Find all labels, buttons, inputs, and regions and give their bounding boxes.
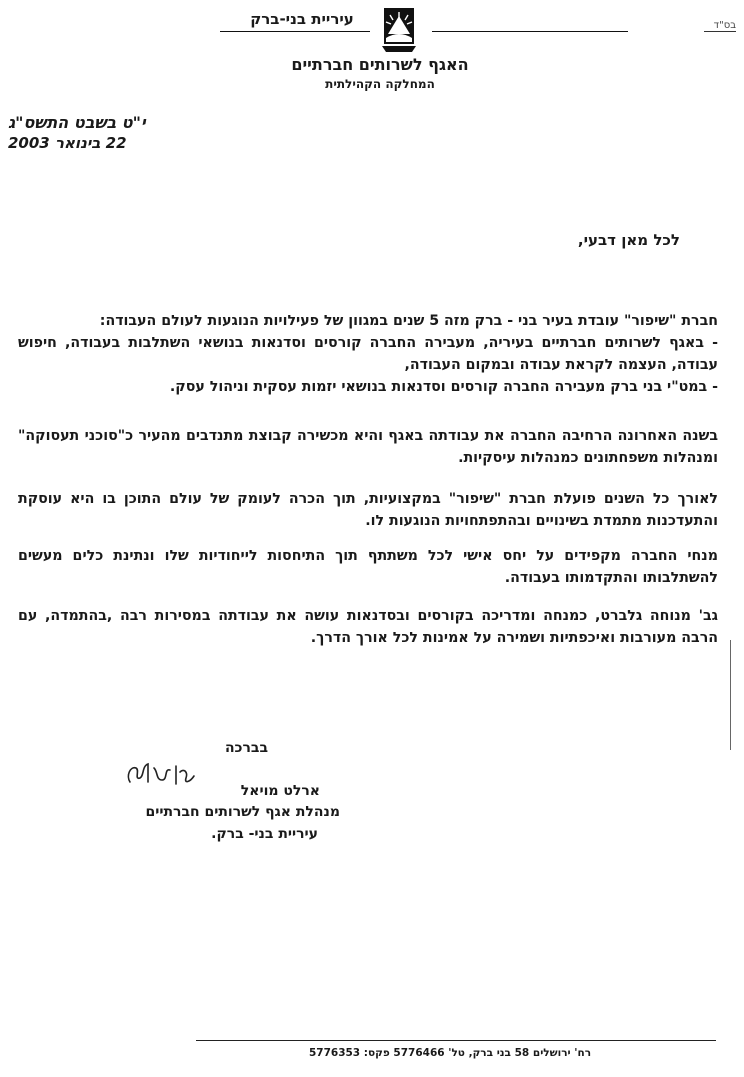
corner-note-underline [704,31,736,32]
paragraph-expansion [18,425,718,469]
hebrew-date: י"ט בשבט התשס"ג [8,113,146,132]
handwritten-signature [118,758,238,788]
footer-rule [196,1040,716,1041]
signer-name: ארלט מויאל [240,783,320,799]
header-rule-left [220,31,370,32]
margin-mark [730,640,735,750]
municipal-emblem-icon [374,4,424,54]
salutation: לכל מאן דבעי, [577,231,680,249]
paragraph-recommendation [18,605,718,649]
paragraph-professionalism-text: לאורך כל השנים פועלת חברת "שיפור" במקצועיות, תוך הכרה לעומק של עולם התוכן בו היא עוסקת והתעדכנות מתמדת בשינויים ובהתפתחויות הנוגעות לו. [18,491,718,529]
paragraph-intro [18,310,718,398]
signer-organization: עיריית בני- ברק. [211,826,318,842]
footer-address: רח' ירושלים 58 בני ברק, טל' 5776466 פקס: 5776353 [308,1047,592,1059]
department-title: האגף לשרותים חברתיים [291,55,469,74]
corner-note: בס"ד [713,20,736,31]
bullet-welfare-department: - באגף לשרותים חברתיים בעיריה, מעבירה החברה קורסים וסדנאות בנושאי השתלבות בעבודה, חיפוש עבודה, העצמה לקראת עבודה ובמקום העבודה, [18,335,718,373]
header-rule-right [432,31,628,32]
bullet-business-center: - במט"י בני ברק מעבירה החברה קורסים וסדנאות בנושאי יזמות עסקית וניהול עסק. [169,379,718,395]
signer-title: מנהלת אגף לשרותים חברתיים [145,804,340,820]
paragraph-professionalism [18,488,718,532]
closing-greeting: בברכה [224,740,268,756]
paragraph-personal-approach-text: מנחי החברה מקפידים על יחס אישי לכל משתתף תוך התיחסות לייחודיות שלו ונתינת כלים מעשים להשתלבותו והתקדמותו בעבודה. [18,548,718,586]
intro-line: חברת "שיפור" עובדת בעיר בני - ברק מזה 5 שנים במגוון של פעילויות הנוגעות לעולם העבודה: [99,313,718,329]
paragraph-personal-approach [18,545,718,589]
gregorian-date: 22 בינואר 2003 [8,134,127,152]
paragraph-recommendation-text: גב' מנוחה גלברט, כמנחה ומדריכה בקורסים ובסדנאות עושה את עבודתה במסירות רבה ,בהתמדה, עם הרבה מעורבות ואיכפתיות ושמירה על אמינות לכל אורך הדרך. [18,608,718,646]
sub-department-title: המחלקה הקהילתית [325,77,435,91]
municipality-name: עיריית בני-ברק [250,10,354,28]
paragraph-expansion-text: בשנה האחרונה הרחיבה החברה את עבודתה באגף והיא מכשירה קבוצת מתנדבים מהעיר כ"סוכני תעסוקה" ומנהלות משפחתונים כמנהלות עיסקיות. [18,428,718,466]
